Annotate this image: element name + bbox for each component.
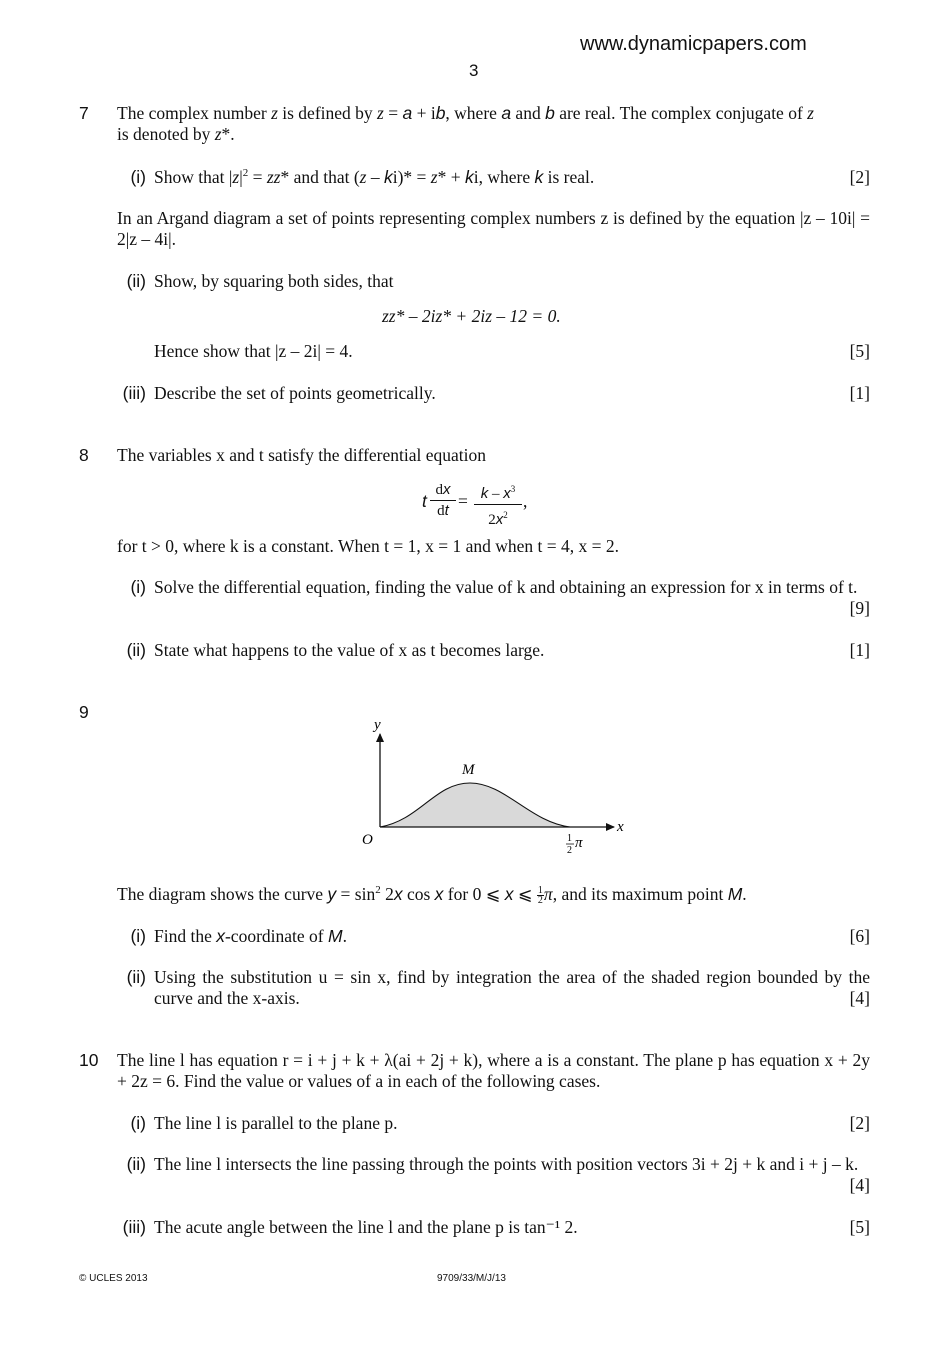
website-url: www.dynamicpapers.com: [580, 33, 807, 55]
q10-part-i-text: The line l is parallel to the plane p.: [154, 1113, 398, 1133]
q8-part-ii-mark: [1]: [849, 640, 870, 660]
q7-part-ii-text: Show, by squaring both sides, that: [154, 271, 394, 291]
q10-part-i-label: (i): [130, 1113, 146, 1133]
q7-part-ii-hence: Hence show that |z – 2i| = 4.: [154, 341, 353, 361]
q7-part-i-mark: [2]: [849, 167, 870, 187]
q9-curve-diagram: [350, 710, 640, 860]
q10-part-ii-text: The line l intersects the line passing through the points with position vectors 3i + 2j + k and i + j – k.: [154, 1154, 859, 1174]
question-number-8: 8: [79, 445, 89, 465]
end-label: π: [575, 835, 583, 851]
q7-part-iii-text: Describe the set of points geometrically.: [154, 383, 436, 403]
q7-part-ii-label: (ii): [126, 271, 146, 291]
q10-part-iii-label: (iii): [122, 1217, 146, 1237]
q8-intro: The variables x and t satisfy the differential equation: [117, 445, 486, 465]
q7-part-ii-mark: [5]: [849, 341, 870, 361]
q8-part-i-mark: [9]: [849, 598, 870, 618]
q9-part-i-label: (i): [130, 926, 146, 946]
q8-condition: for t > 0, where k is a constant. When t = 1, x = 1 and when t = 4, x = 2.: [117, 536, 619, 556]
q9-part-i-text: Find the x-coordinate of M.: [154, 926, 347, 946]
q8-part-ii-text: State what happens to the value of x as t becomes large.: [154, 640, 545, 660]
q10-part-i-mark: [2]: [849, 1113, 870, 1133]
q7-intro: The complex number z is defined by z = a + ib, where a and b are real. The complex conjugate of z is denoted by z*.: [117, 103, 814, 144]
q10-part-ii-mark: [4]: [849, 1175, 870, 1195]
q9-part-ii-text: Using the substitution u = sin x, find by integration the area of the shaded region bounded by the curve and the x-axis.: [154, 967, 870, 1008]
q8-differential-equation: t dx dt = k – $x^3$ $2x^2$ ,: [422, 481, 528, 528]
question-number-9: 9: [79, 702, 89, 722]
q10-part-iii-text: The acute angle between the line l and the plane p is tan⁻¹ 2.: [154, 1217, 578, 1237]
q7-part-iii-label: (iii): [122, 383, 146, 403]
q10-intro: The line l has equation r = i + j + k + λ(ai + 2j + k), where a is a constant. The plane p has equation x + 2y + 2z = 6. Find the value or values of a in each of the following cases.: [117, 1050, 870, 1091]
max-point-label: M: [462, 762, 475, 778]
footer-paper-code: 9709/33/M/J/13: [437, 1273, 506, 1284]
q7-argand-text: In an Argand diagram a set of points representing complex numbers z is defined by the equation |z – 10i| = 2|z – 4i|.: [117, 208, 870, 249]
question-number-10: 10: [79, 1050, 99, 1070]
origin-label: O: [362, 832, 373, 848]
end-frac-num: 1: [567, 833, 572, 844]
q7-part-i-text: Show that $|z|^2 = zz*$ and that (z – ki)* = z* + ki, where k is real.: [154, 167, 595, 187]
q9-part-ii-label: (ii): [126, 967, 146, 987]
q8-part-i-label: (i): [130, 577, 146, 597]
q7-part-i-label: (i): [130, 167, 146, 187]
q7-part-iii-mark: [1]: [849, 383, 870, 403]
q9-statement: The diagram shows the curve $y = \sin^2 2x$ cos x for 0 ⩽ x ⩽ $\frac{1}{2}$ π, and its maximum point M.: [117, 884, 747, 907]
x-axis-label: x: [617, 819, 624, 835]
q9-part-ii-mark: [4]: [849, 988, 870, 1008]
y-axis-label: y: [374, 717, 381, 733]
question-number-7: 7: [79, 103, 89, 123]
q10-part-ii-label: (ii): [126, 1154, 146, 1174]
q8-part-i-text: Solve the differential equation, finding the value of k and obtaining an expression for x in terms of t.: [154, 577, 858, 597]
footer-copyright: © UCLES 2013: [79, 1273, 148, 1284]
q10-part-iii-mark: [5]: [849, 1217, 870, 1237]
q9-part-i-mark: [6]: [849, 926, 870, 946]
q7-equation: zz* – 2iz* + 2iz – 12 = 0.: [382, 306, 561, 326]
end-frac-den: 2: [567, 845, 572, 856]
q8-part-ii-label: (ii): [126, 640, 146, 660]
shaded-region: [380, 783, 570, 827]
page-number: 3: [469, 61, 479, 80]
